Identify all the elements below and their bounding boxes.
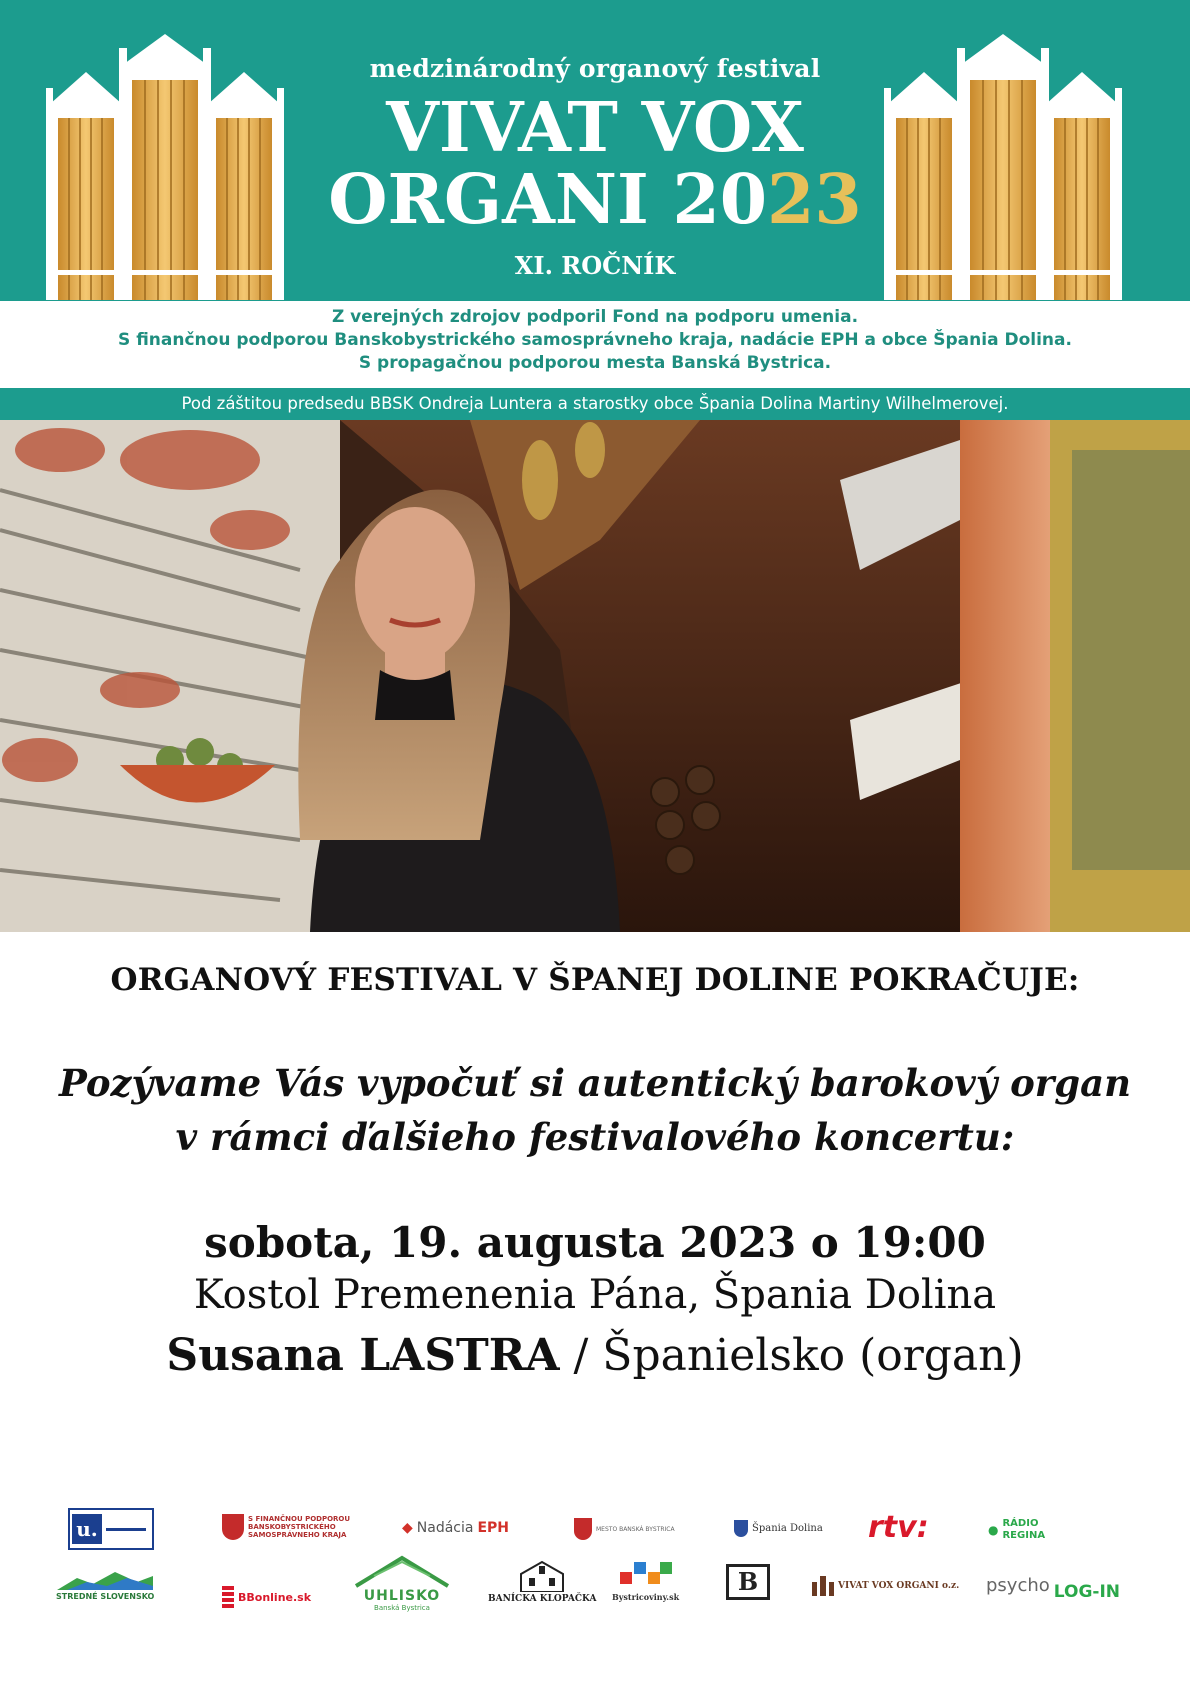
festival-title-year-highlight: 23 [767, 160, 862, 240]
bystricoviny-label: Bystricoviny.sk [612, 1592, 680, 1602]
event-headline: ORGANOVÝ FESTIVAL V ŠPANEJ DOLINE POKRAČUJE: [110, 962, 1080, 998]
festival-title: VIVAT VOX [386, 88, 804, 168]
eph-diamond-icon: ◆ [402, 1520, 413, 1536]
fpu-logo [68, 1508, 154, 1550]
radio-label: RÁDIO REGINA [1002, 1518, 1046, 1541]
hills-icon [57, 1572, 153, 1590]
stredne-slovensko-logo [56, 1572, 154, 1601]
radio-dot-icon: ● [988, 1523, 999, 1537]
festival-header [0, 0, 1190, 301]
performer-photo [0, 420, 1190, 932]
vivat-vox-organi-logo [812, 1576, 959, 1596]
rtv-logo [868, 1510, 929, 1545]
psycho-login-logo [986, 1568, 1120, 1602]
village-crest-icon [734, 1520, 748, 1537]
bbsk-crest-icon [222, 1514, 244, 1540]
support-line: S propagačnou podporou mesta Banská Bystrica. [358, 353, 832, 373]
invitation-text [0, 1056, 1190, 1164]
fpu-divider [106, 1528, 146, 1531]
login-label: LOG-IN [1053, 1582, 1121, 1602]
performer-line [0, 1330, 1190, 1381]
organ-icon [812, 1576, 834, 1596]
uhlisko-sublabel: Banská Bystrica [374, 1604, 430, 1612]
bystricoviny-logo [612, 1562, 679, 1602]
festival-edition: XI. ROČNÍK [514, 251, 676, 280]
bbsk-label: S FINANČNOU PODPOROU BANSKOBYSTRICKÉHO SAMOSPRÁVNEHO KRAJA [248, 1515, 351, 1539]
support-line: Z verejných zdrojov podporil Fond na podporu umenia. [331, 307, 859, 327]
stredne-label: STREDNÉ SLOVENSKO [56, 1592, 155, 1601]
rtv-label: rtv: [868, 1510, 929, 1545]
performer-origin: / Španielsko (organ) [559, 1330, 1024, 1381]
festival-title-year-line [0, 160, 1190, 240]
city-label: MESTO BANSKÁ BYSTRICA [596, 1525, 675, 1533]
invitation-line: Pozývame Vás vypočuť si autentický barokový organ [58, 1061, 1131, 1105]
festival-title-main: ORGANI 20 [328, 160, 768, 240]
building-icon [517, 1560, 567, 1592]
bbonline-logo [222, 1586, 311, 1608]
event-venue: Kostol Premenenia Pána, Špania Dolina [193, 1272, 997, 1318]
village-label: Špania Dolina [752, 1523, 823, 1534]
psycho-label: psycho [986, 1574, 1050, 1596]
performer-name: Susana LASTRA [166, 1330, 560, 1381]
city-crest-icon [574, 1518, 592, 1540]
banicka-label: BANÍCKA KLOPAČKA [488, 1594, 597, 1604]
eph-logo [402, 1520, 509, 1536]
eph-label-accent: EPH [477, 1520, 510, 1536]
spania-dolina-logo [734, 1520, 823, 1537]
house-roof-icon [352, 1554, 452, 1588]
bbonline-bars-icon [222, 1586, 234, 1608]
patronage-banner: Pod záštitou predsedu BBSK Ondreja Luntera a starostky obce Špania Dolina Martiny Wilhelmerovej. [0, 388, 1190, 420]
banska-bystrica-logo [574, 1518, 675, 1540]
bbonline-label: BBonline.sk [238, 1590, 312, 1604]
radio-regina-logo [988, 1518, 1054, 1542]
pixel-squares-icon [620, 1562, 672, 1590]
fb-logo [726, 1564, 770, 1600]
support-credits [0, 306, 1190, 375]
uhlisko-logo [352, 1554, 452, 1612]
fpu-mark: u. [72, 1514, 102, 1544]
bbsk-logo [222, 1514, 358, 1540]
invitation-line: v rámci ďalšieho festivalového koncertu: [175, 1115, 1015, 1159]
banicka-klopacka-logo [488, 1560, 596, 1604]
sponsor-logos [0, 1498, 1190, 1628]
eph-label: Nadácia [416, 1520, 474, 1536]
uhlisko-label: UHLISKO [363, 1588, 441, 1604]
festival-subtitle: medzinárodný organový festival [369, 54, 821, 83]
event-date: sobota, 19. augusta 2023 o 19:00 [204, 1218, 986, 1267]
fb-mark: B [726, 1564, 770, 1600]
support-line: S finančnou podporou Banskobystrického samosprávneho kraja, nadácie EPH a obce Špania Dolina. [118, 330, 1072, 350]
vivat-label: VIVAT VOX ORGANI o.z. [838, 1581, 960, 1591]
